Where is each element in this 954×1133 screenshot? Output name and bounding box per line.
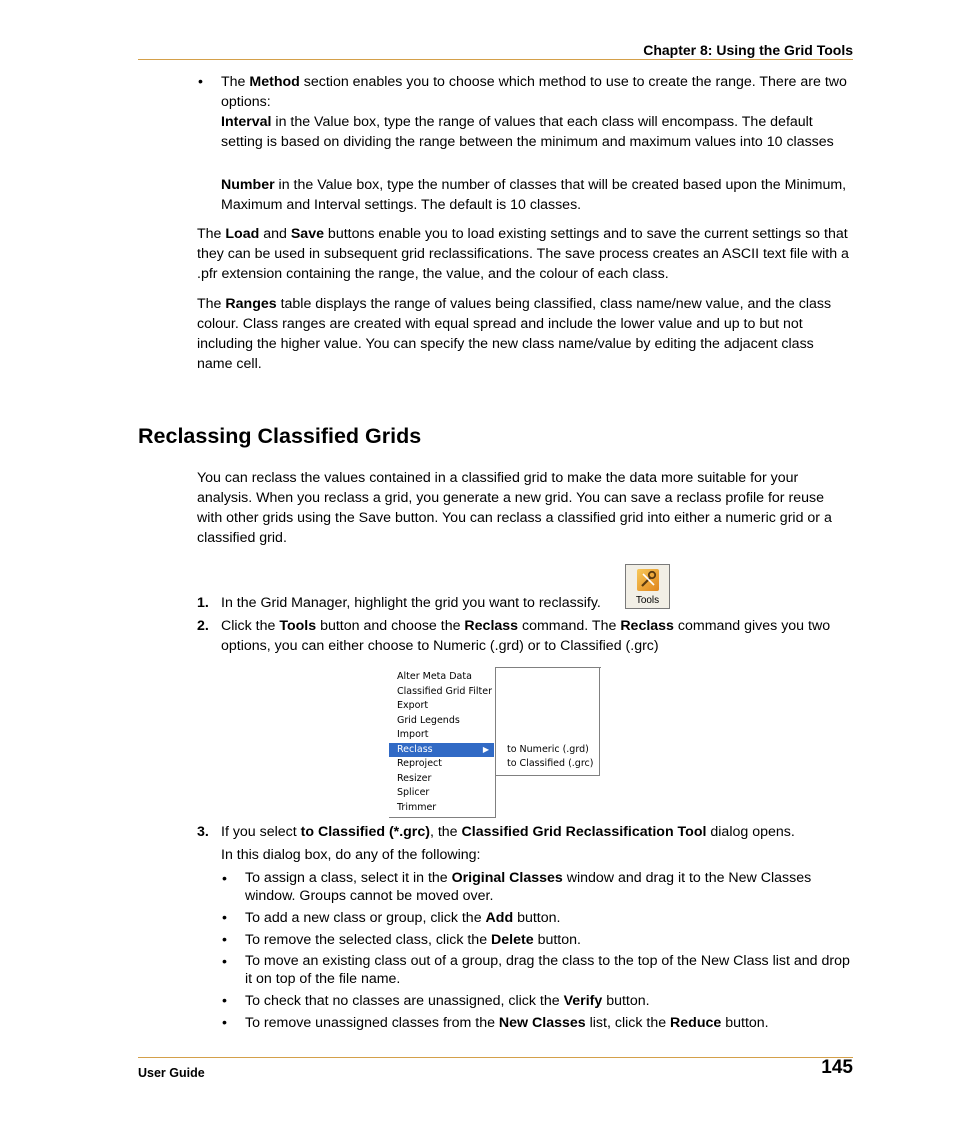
- tools-icon: [637, 569, 659, 591]
- reclass-submenu: [496, 667, 600, 776]
- bullet-move-class: To move an existing class out of a group, drag the class to the top of the New Class list and drop it on top of the file name.: [245, 953, 850, 987]
- menu-item-trimmer[interactable]: Trimmer: [397, 801, 437, 813]
- header-rule: [138, 59, 853, 60]
- step-3-subtext: In this dialog box, do any of the following:: [221, 847, 481, 863]
- step-number: 3.: [197, 824, 209, 840]
- bullet-delete: To remove the selected class, click the Delete button.: [245, 932, 581, 948]
- step-number: 2.: [197, 618, 209, 634]
- menu-item-resizer[interactable]: Resizer: [397, 772, 432, 784]
- menu-item-reclass[interactable]: [389, 743, 494, 758]
- bullet-marker: •: [222, 1015, 227, 1031]
- bullet-assign-class: To assign a class, select it in the Original Classes window and drag it to the New Classes window. Groups cannot be moved over.: [245, 870, 812, 904]
- tools-menu: [389, 667, 496, 818]
- step-3-text: If you select to Classified (*.grc), the Classified Grid Reclassification Tool dialog opens.: [221, 824, 795, 840]
- bullet-marker: •: [222, 932, 227, 948]
- submenu-arrow-icon: ▶: [482, 744, 489, 754]
- menu-item-reproject[interactable]: Reproject: [397, 758, 442, 769]
- bullet-marker: •: [222, 871, 227, 887]
- submenu-item-to-numeric[interactable]: to Numeric (.grd): [507, 743, 589, 755]
- section-paragraph: You can reclass the values contained in a classified grid to make the data more suitable for your analysis. When you reclass a grid, you generate a new grid. You can save a reclass profile for reuse with other grids using the Save button. You can reclass a classified grid into either a numeric grid or a classified grid.: [197, 470, 832, 546]
- bullet-marker: •: [222, 993, 227, 1009]
- method-bullet: The Method section enables you to choose which method to use to create the range. There are two options:: [221, 74, 847, 110]
- bullet-marker: •: [222, 910, 227, 926]
- bullet-marker: •: [198, 74, 203, 90]
- bullet-reduce: To remove unassigned classes from the New Classes list, click the Reduce button.: [245, 1015, 769, 1031]
- submenu-item-to-classified[interactable]: to Classified (.grc): [507, 758, 594, 769]
- bullet-marker: •: [222, 954, 227, 970]
- bullet-add: To add a new class or group, click the Add button.: [245, 910, 561, 926]
- chapter-header: Chapter 8: Using the Grid Tools: [643, 42, 853, 58]
- step-2-text: Click the Tools button and choose the Reclass command. The Reclass command gives you two options, you can either choose to Numeric (.grd) or to Classified (.grc): [221, 618, 831, 654]
- step-1-text: In the Grid Manager, highlight the grid you want to reclassify.: [221, 595, 601, 611]
- menu-item-alter-meta-data[interactable]: Alter Meta Data: [397, 671, 472, 682]
- bullet-verify: To check that no classes are unassigned, click the Verify button.: [245, 993, 650, 1009]
- interval-option: Interval in the Value box, type the range of values that each class will encompass. The default setting is based on dividing the range between the minimum and maximum values into 10 classes: [221, 114, 834, 150]
- page-number: 145: [821, 1057, 853, 1078]
- menu-item-splicer[interactable]: Splicer: [397, 787, 430, 798]
- tools-icon-caption: Tools: [635, 595, 660, 606]
- menu-item-classified-grid-filter[interactable]: Classified Grid Filter: [397, 685, 492, 697]
- step-number: 1.: [197, 595, 209, 611]
- load-save-paragraph: The Load and Save buttons enable you to load existing settings and to save the current settings so that they can be used in subsequent grid reclassifications. The save process creates an ASCII text file with a .pfr extension containing the range, the value, and the colour of each class.: [197, 226, 849, 282]
- menu-item-grid-legends[interactable]: Grid Legends: [397, 714, 460, 726]
- menu-item-import[interactable]: Import: [397, 729, 429, 740]
- tools-button-image: [625, 564, 670, 609]
- footer-rule: [138, 1057, 853, 1058]
- menu-item-reclass-label: Reclass: [397, 743, 433, 755]
- ranges-paragraph: The Ranges table displays the range of values being classified, class name/new value, and the class colour. Class ranges are created with equal spread and include the lower value and up to but not including the higher value. You can specify the new class name/value by editing the adjacent class name cell.: [197, 296, 832, 372]
- number-option: Number in the Value box, type the number of classes that will be created based upon the Minimum, Maximum and Interval settings. The default is 10 classes.: [221, 177, 847, 213]
- footer-title: User Guide: [138, 1066, 205, 1080]
- section-title: Reclassing Classified Grids: [138, 424, 422, 448]
- menu-item-export[interactable]: Export: [397, 700, 429, 711]
